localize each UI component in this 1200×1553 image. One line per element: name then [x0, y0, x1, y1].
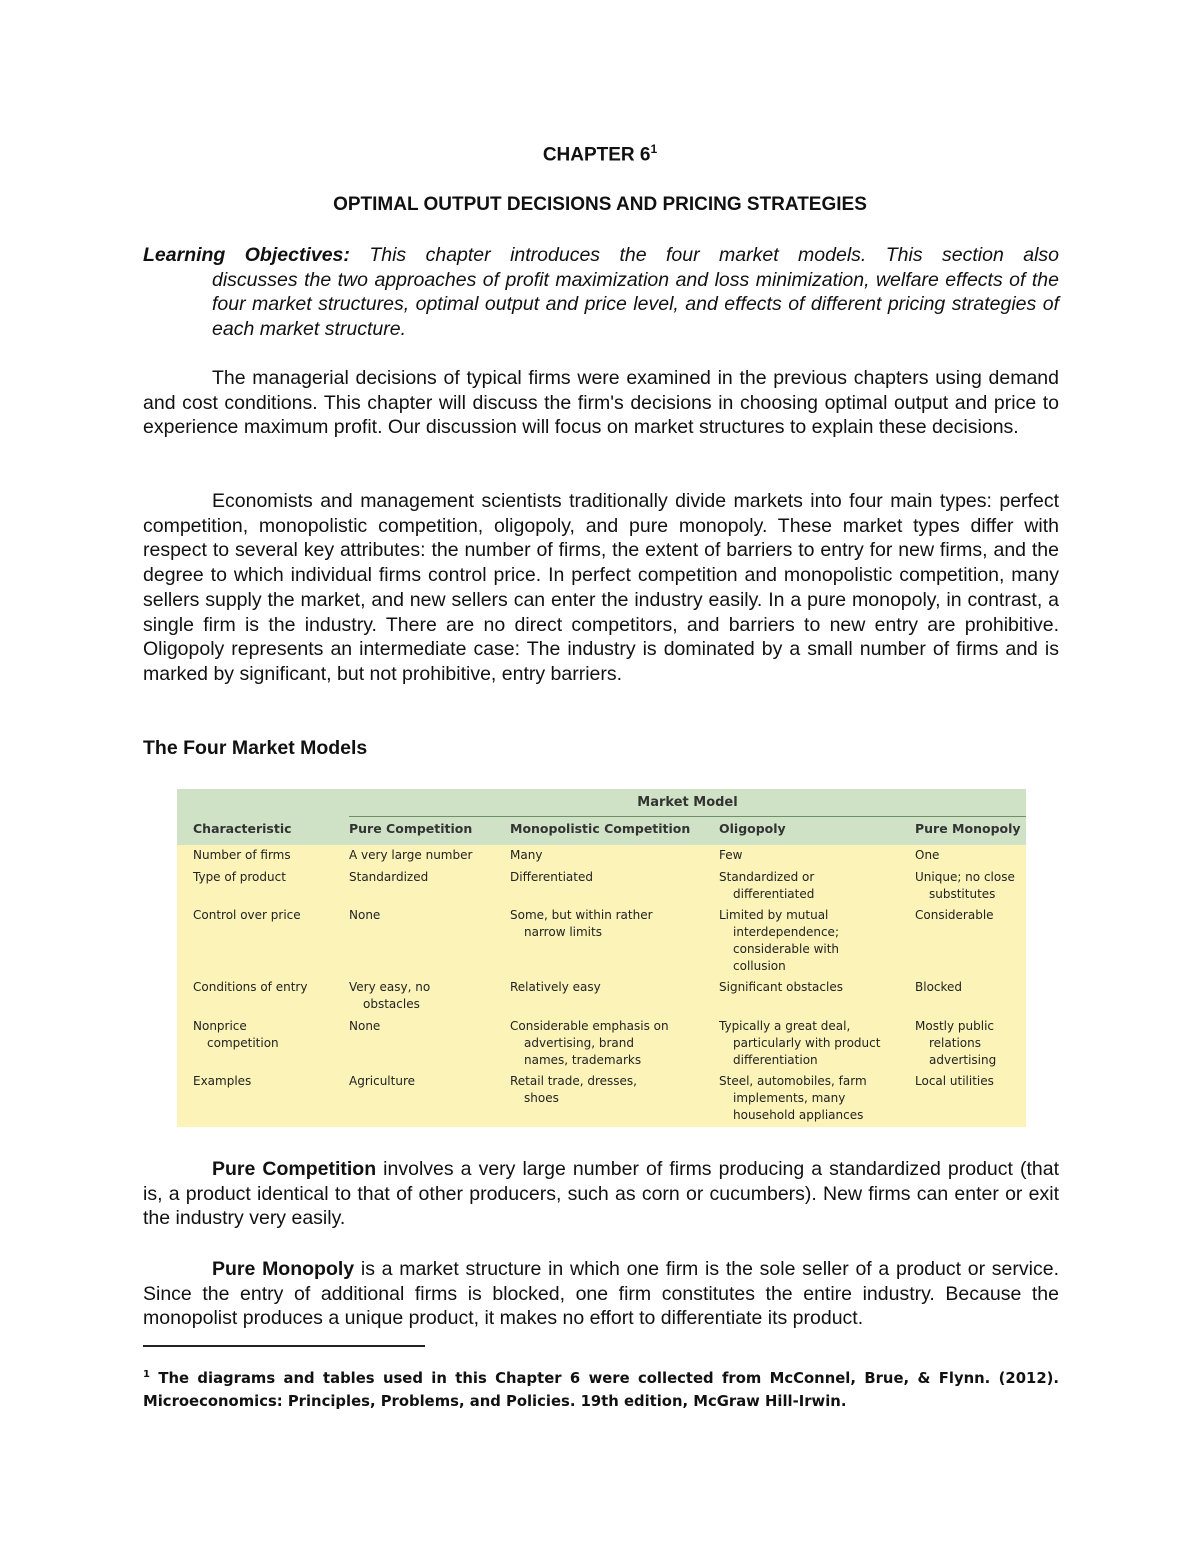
table-cell: Conditions of entry [193, 980, 308, 994]
table-cell: Differentiated [510, 870, 593, 884]
table-cell: Agriculture [349, 1074, 415, 1088]
column-header-characteristic: Characteristic [193, 821, 292, 836]
table-cell: Considerable [915, 908, 994, 922]
table-cell: Considerable emphasis on advertising, brand names, trademarks [510, 1019, 669, 1067]
objectives-lead-line [143, 243, 1059, 268]
market-model-table [177, 789, 1026, 1127]
objectives-lead-text: This chapter introduces the four market models. This section also [369, 244, 1060, 266]
footnote-mark: 1 [143, 1369, 150, 1380]
column-header-oligopoly: Oligopoly [719, 821, 786, 836]
table-cell: Some, but within rather narrow limits [510, 908, 653, 939]
table-super-header-rule [349, 816, 1026, 817]
table-cell: Type of product [193, 870, 286, 884]
paragraph-pure-monopoly [143, 1257, 1059, 1331]
table-super-header: Market Model [637, 795, 738, 810]
objectives-label: Learning Objectives: [143, 244, 350, 266]
chapter-title: CHAPTER 6 [542, 144, 651, 166]
table-cell: Retail trade, dresses, shoes [510, 1074, 637, 1105]
paragraph-managerial-decisions: The managerial decisions of typical firms were examined in the previous chapters using demand and cost conditions. This chapter will discuss the firm's decisions in choosing optimal output and price to experience maximum profit. Our discussion will focus on market structures to explain these decisions. [143, 367, 1059, 439]
table-cell: Very easy, no obstacles [349, 980, 431, 1011]
table-cell: Many [510, 848, 543, 862]
table-cell: Unique; no close substitutes [915, 870, 1015, 901]
term-pure-monopoly: Pure Monopoly [212, 1258, 355, 1280]
table-cell: Control over price [193, 908, 301, 922]
chapter-subtitle: OPTIMAL OUTPUT DECISIONS AND PRICING STRATEGIES [333, 194, 867, 215]
learning-objectives [143, 243, 1059, 341]
paragraph-pure-competition [143, 1157, 1059, 1231]
column-header-pure-monopoly: Pure Monopoly [915, 821, 1021, 836]
footnote [143, 1363, 1059, 1413]
paragraph-market-types: Economists and management scientists traditionally divide markets into four main types: perfect competition, monopolistic competition, oligopoly, and pure monopoly. These market types differ with respect to several key attributes: the number of firms, the extent of barriers to entry for new firms, and the degree to which individual firms control price. In perfect competition and monopolistic competition, many sellers supply the market, and new sellers can enter the industry easily. In a pure monopoly, in contrast, a single firm is the industry. There are no direct competitors, and barriers to new entry are prohibitive. Oligopoly represents an intermediate case: The industry is dominated by a small number of firms and is marked by significant, but not prohibitive, entry barriers. [143, 490, 1059, 685]
table-cell: Nonprice competition [193, 1019, 279, 1050]
table-cell: Typically a great deal, particularly with product differentiation [719, 1019, 881, 1067]
term-pure-competition: Pure Competition [212, 1158, 377, 1180]
table-cell: Number of firms [193, 848, 291, 862]
objectives-rest-text: discusses the two approaches of profit maximization and loss minimization, welfare effects of the four market structures, optimal output and price level, and effects of different pricing strategies of each market structure. [212, 268, 1059, 340]
table-cell: Standardized [349, 870, 429, 884]
table-cell: Relatively easy [510, 980, 601, 994]
table-cell: Blocked [915, 980, 963, 994]
chapter-footnote-mark: 1 [650, 142, 658, 156]
table-cell: Few [719, 848, 743, 862]
table-cell: Local utilities [915, 1074, 994, 1088]
table-cell: Steel, automobiles, farm implements, many household appliances [719, 1074, 867, 1122]
chapter-heading [0, 142, 1200, 166]
footnote-text: The diagrams and tables used in this Chapter 6 were collected from McConnel, Brue, & Flynn. (2012). Microeconomics: Principles, Problems, and Policies. 19th edition, McGraw Hill-Irwin. [143, 1369, 1059, 1410]
table-cell: Mostly public relations advertising [915, 1019, 997, 1067]
table-cell: Limited by mutual interdependence; considerable with collusion [719, 908, 840, 973]
column-header-pure-competition: Pure Competition [349, 821, 473, 836]
table-cell: Significant obstacles [719, 980, 843, 994]
table-cell: None [349, 1019, 381, 1033]
table-cell: Standardized or differentiated [719, 870, 815, 901]
table-cell: A very large number [349, 848, 473, 862]
column-header-monopolistic-competition: Monopolistic Competition [510, 821, 691, 836]
table-cell: None [349, 908, 381, 922]
section-heading-four-market-models: The Four Market Models [143, 737, 368, 759]
pure-competition-text: involves a very large number of firms producing a standardized product (that is, a product identical to that of other producers, such as corn or cucumbers). New firms can enter or exit the industry very easily. [143, 1158, 1059, 1230]
table-cell: Examples [193, 1074, 252, 1088]
table-cell: One [915, 848, 940, 862]
footnote-separator [143, 1345, 425, 1347]
pure-monopoly-text: is a market structure in which one firm is the sole seller of a product or service. Since the entry of additional firms is blocked, one firm constitutes the entire industry. Because the monopolist produces a unique product, it makes no effort to differentiate its product. [143, 1258, 1059, 1330]
